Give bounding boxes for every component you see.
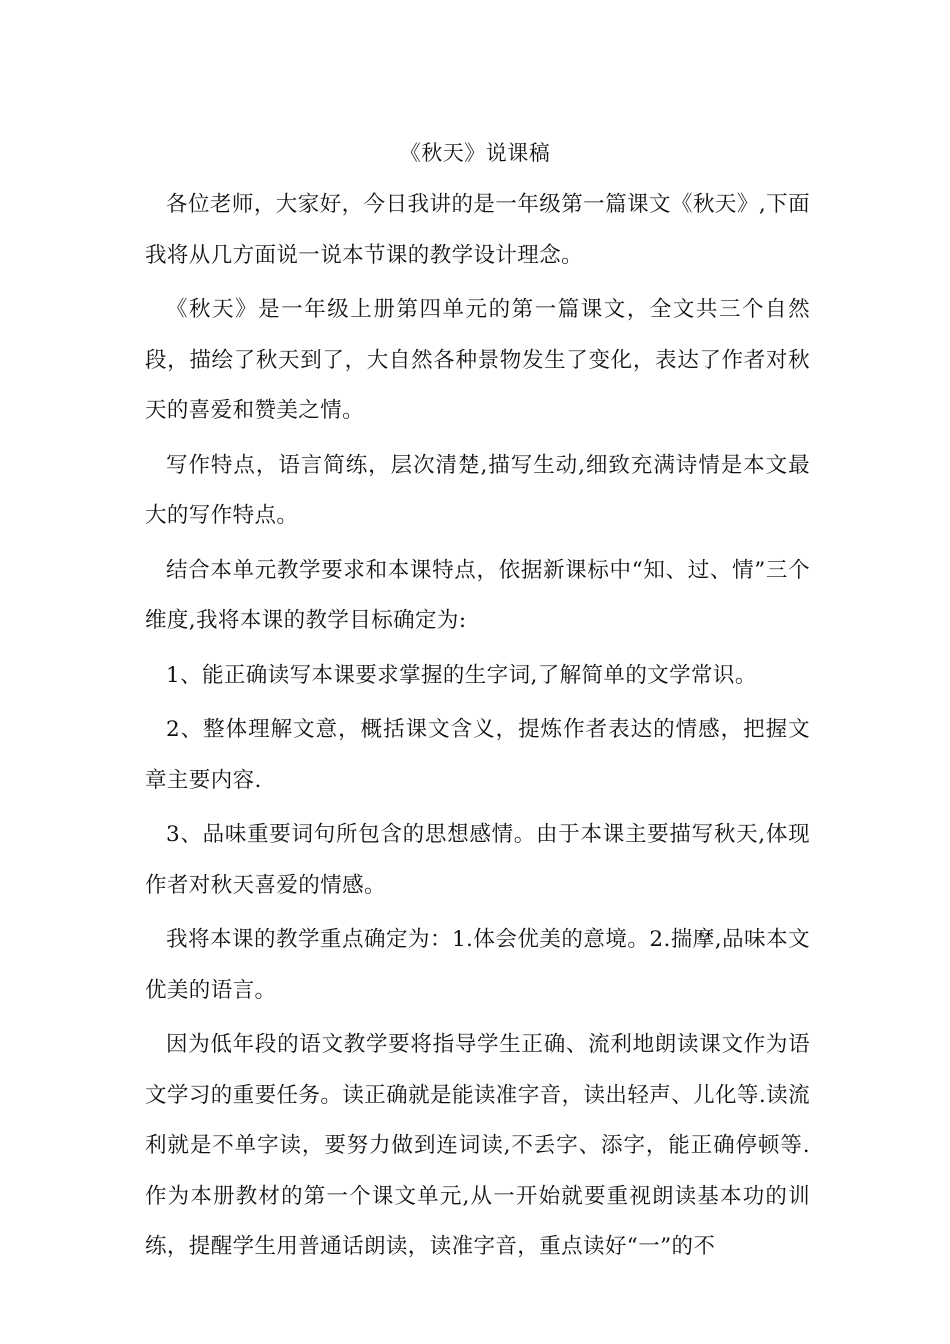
paragraph-writing-features: 写作特点，语言简练，层次清楚,描写生动,细致充满诗情是本文最大的写作特点。 bbox=[145, 452, 810, 528]
paragraph-greeting: 各位老师，大家好，今日我讲的是一年级第一篇课文《秋天》,下面我将从几方面说一说本节课的教学设计理念。 bbox=[145, 192, 810, 268]
paragraph-goal-2: 2、整体理解文意，概括课文含义，提炼作者表达的情感，把握文章主要内容. bbox=[145, 717, 810, 793]
document-body bbox=[145, 180, 810, 1277]
paragraph-key-points: 我将本课的教学重点确定为：1.体会优美的意境。2.揣摩,品味本文优美的语言。 bbox=[145, 927, 810, 1003]
paragraph-reading-instruction: 因为低年段的语文教学要将指导学生正确、流利地朗读课文作为语文学习的重要任务。读正确就是能读准字音，读出轻声、儿化等.读流利就是不单字读，要努力做到连词读,不丢字、添字，能正确停顿等.作为本册教材的第一个课文单元,从一开始就要重视朗读基本功的训练，提醒学生用普通话朗读，读准字音，重点读好“一”的不 bbox=[145, 1032, 810, 1259]
paragraph-goal-1: 1、能正确读写本课要求掌握的生字词,了解简单的文学常识。 bbox=[166, 662, 757, 688]
document-title: 《秋天》说课稿 bbox=[399, 141, 551, 165]
paragraph-text-overview: 《秋天》是一年级上册第四单元的第一篇课文，全文共三个自然段，描绘了秋天到了，大自然各种景物发生了变化，表达了作者对秋天的喜爱和赞美之情。 bbox=[145, 297, 810, 423]
paragraph-goals-intro: 结合本单元教学要求和本课特点，依据新课标中“知、过、情”三个维度,我将本课的教学目标确定为: bbox=[145, 557, 810, 633]
paragraph-goal-3: 3、品味重要词句所包含的思想感情。由于本课主要描写秋天,体现作者对秋天喜爱的情感。 bbox=[145, 822, 810, 898]
